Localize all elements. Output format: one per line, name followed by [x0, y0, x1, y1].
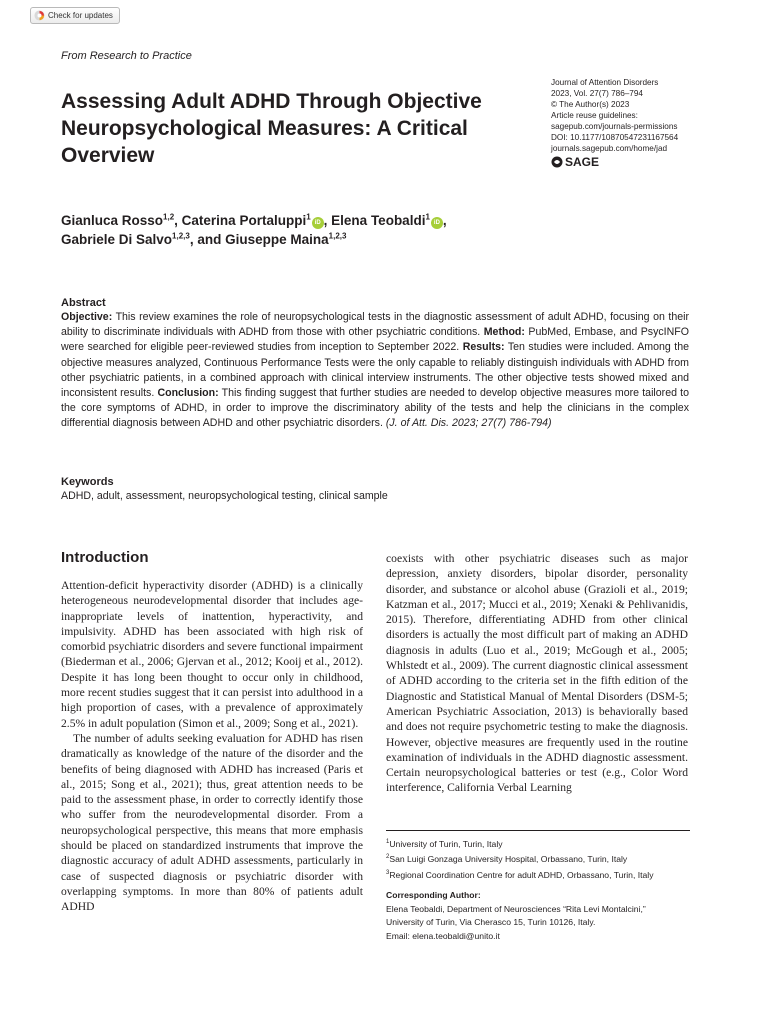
abstract-heading: Abstract [61, 297, 106, 309]
check-for-updates-button[interactable] [30, 7, 120, 24]
journal-homepage-link[interactable]: journals.sagepub.com/home/jad [551, 144, 668, 153]
author-name: Caterina Portaluppi [181, 213, 307, 228]
check-updates-icon [34, 10, 45, 21]
orcid-icon[interactable]: iD [431, 217, 443, 229]
journal-permissions-link[interactable]: sagepub.com/journals-permissions [551, 122, 678, 131]
journal-doi[interactable]: DOI: 10.1177/10870547231167564 [551, 133, 679, 142]
journal-copyright: © The Author(s) 2023 [551, 100, 630, 109]
sage-logo-text: SAGE [565, 154, 600, 169]
author-affiliation: 1,2,3 [328, 231, 347, 241]
objective-label: Objective: [61, 311, 113, 323]
author-affiliation: 1 [425, 212, 430, 222]
abstract-body [61, 310, 689, 432]
author-separator: , and [189, 232, 226, 247]
keywords-text: ADHD, adult, assessment, neuropsychological testing, clinical sample [61, 490, 388, 502]
abstract-section [61, 296, 689, 432]
conclusion-label: Conclusion: [157, 387, 219, 400]
footnote-text: University of Turin, Turin, Italy [389, 838, 503, 849]
introduction-heading: Introduction [61, 549, 149, 566]
footnote-number: 2 [386, 854, 390, 861]
author-affiliation: 1,2 [163, 212, 175, 222]
body-paragraph: coexists with other psychiatric diseases such as major depression, anxiety disorders, bipolar disorder, personality disorder, and substance or alcohol abuse (Grazioli et al., 2019; Katzman et al., 2017; Mucci et al., 2019; Xenaki & Pehlivanidis, 2015). Therefore, differentiating ADHD from other clinical disorders is actually the most difficult part of making an ADHD diagnosis in adults (Luo et al., 2019; McGough et al., 2005; Whlstedt et al., 2009). The current diagnostic clinical assessment of ADHD according to the criteria set in the fifth edition of the Diagnostic and Statistical Manual of Mental Disorders (DSM-5; American Psychiatric Association, 2013) is behaviorally based and does not require psychometric testing to make the diagnosis. However, objective measures are frequently used in the routine examination of individuals in the ADHD diagnostic assessment. Certain neuropsychological batteries or test (e.g., Color Word interference, California Verbal Learning [386, 552, 688, 795]
author-separator: , [323, 213, 332, 228]
author-name: Gianluca Rosso [61, 213, 164, 228]
journal-name: Journal of Attention Disorders [551, 78, 659, 87]
body-paragraph: The number of adults seeking evaluation for ADHD has risen dramatically as knowledge of the nature of the disorder and the benefits of being diagnosed with ADHD has increased (Paris et al., 2015; Song et al., 2021); thus, great attention needs to be paid to the assessment phase, in order to correctly identify those who suffer from the neurodevelopmental disorder. From a neuropsychological perspective, this means that more emphasis should be placed on standardized instruments that improve the diagnostic accuracy of adult ADHD assessments, particularly in case of suspected diagnosis or psychiatric disorder with overlapping symptoms. In more than 80% of patients adult ADHD [61, 731, 363, 914]
affiliation-footnote [386, 836, 690, 851]
corresponding-author-heading: Corresponding Author: [386, 890, 481, 901]
abstract-citation: (J. of Att. Dis. 2023; 27(7) 786-794) [385, 417, 552, 430]
sage-logo [551, 156, 751, 168]
results-label: Results: [462, 341, 505, 354]
affiliation-footnote [386, 867, 690, 882]
author-separator: , [174, 213, 182, 228]
section-label: From Research to Practice [61, 50, 192, 62]
footnote-text: San Luigi Gonzaga University Hospital, Orbassano, Turin, Italy [389, 854, 628, 865]
left-column [61, 548, 363, 915]
method-label: Method: [483, 326, 525, 339]
footnote-number: 1 [386, 839, 390, 845]
check-updates-label: Check for updates [48, 11, 113, 20]
conclusion-text: This finding suggest that further studies are needed to develop objective measures more tailored to the core symptoms of ADHD, in order to improve the discriminatory ability of the tests and help the clinicians in the complex differential diagnosis between ADHD and other psychiatric disorders. [61, 387, 689, 430]
method-text: PubMed, Embase, and PsycINFO were searched for eligible peer-reviewed studies from inception to September 2022. [61, 326, 689, 354]
author-name: Giuseppe Maina [225, 232, 329, 247]
footnote-number: 3 [386, 869, 390, 876]
author-affiliation: 1,2,3 [172, 231, 190, 241]
right-column [386, 551, 688, 796]
journal-reuse-label: Article reuse guidelines: [551, 111, 638, 120]
corresponding-author-email[interactable]: Email: elena.teobaldi@unito.it [386, 930, 500, 941]
author-affiliation: 1 [306, 212, 311, 222]
author-separator: , [442, 213, 447, 228]
body-paragraph: Attention-deficit hyperactivity disorder (ADHD) is a clinically heterogeneous neurodevelopmental disorder that includes age-inappropriate levels of inattention, hyperactivity, and impulsivity. ADHD has been associated with high risk of comorbid psychiatric disorders and severe functional impairment (Biederman et al., 2006; Gjervan et al., 2012; Kooij et al., 2012). Despite it has long been thought to occur only in childhood, more recent studies suggest that it can persist into adulthood in a high proportion of cases, with a prevalence of approximately 2.5% in adult population (Simon et al., 2009; Song et al., 2021). [61, 579, 363, 730]
footnotes [386, 830, 690, 943]
corresponding-author-line: Elena Teobaldi, Department of Neurosciences “Rita Levi Montalcini,” [386, 903, 646, 914]
keywords-heading: Keywords [61, 476, 114, 488]
author-list [61, 211, 561, 249]
keywords-section [61, 475, 689, 504]
footnote-text: Regional Coordination Centre for adult ADHD, Orbassano, Turin, Italy [389, 869, 654, 880]
sage-logo-icon [551, 156, 563, 168]
corresponding-author-line: University of Turin, Via Cherasco 15, Turin 10126, Italy. [386, 917, 596, 928]
journal-info [551, 77, 751, 168]
orcid-icon[interactable]: iD [312, 217, 324, 229]
objective-text: This review examines the role of neuropsychological tests in the diagnostic assessment of adult ADHD, focusing on their ability to discriminate individuals with ADHD from those with other psychiatric conditions. [61, 311, 689, 339]
results-text: Ten studies were included. Among the objective measures analyzed, Continuous Performance Tests were the only capable to reliably distinguish individuals with ADHD from other psychiatric patients, in a combined approach with clinical interview instruments. The other objective tests showed mixed and inconsistent results. [61, 341, 689, 400]
journal-volume: 2023, Vol. 27(7) 786–794 [551, 89, 643, 98]
author-name: Elena Teobaldi [331, 213, 426, 228]
affiliation-footnote [386, 851, 690, 866]
article-title: Assessing Adult ADHD Through Objective Neuropsychological Measures: A Critical Overview [61, 90, 482, 167]
author-name: Gabriele Di Salvo [61, 232, 173, 247]
